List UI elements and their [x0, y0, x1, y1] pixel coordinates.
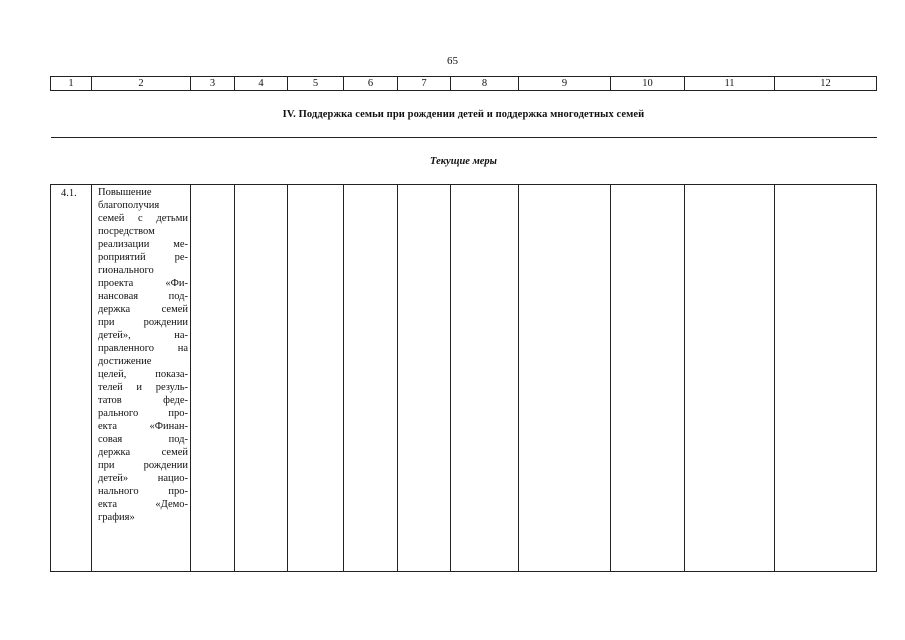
measure-line: достижение: [98, 356, 152, 367]
measure-line: детей», на-: [98, 330, 188, 341]
column-header: 7: [398, 77, 451, 91]
measure-line: держка семей: [98, 304, 188, 315]
row-number: 4.1.: [51, 185, 92, 572]
empty-cell: [288, 185, 344, 572]
measure-line: правленного на: [98, 343, 188, 354]
empty-cell: [519, 185, 611, 572]
column-header: 5: [288, 77, 344, 91]
empty-cell: [451, 185, 519, 572]
measure-line: благополучия: [98, 200, 160, 211]
column-header: 10: [611, 77, 685, 91]
measure-line: гионального: [98, 265, 154, 276]
measure-line: екта «Демо-: [98, 499, 188, 510]
column-number-row: [51, 77, 877, 91]
measure-line: держка семей: [98, 447, 188, 458]
measure-line: при рождении: [98, 317, 188, 328]
empty-cell: [344, 185, 398, 572]
empty-cell: [775, 185, 877, 572]
measure-line: роприятий ре-: [98, 252, 188, 263]
empty-cell: [685, 185, 775, 572]
page-number: 65: [447, 55, 458, 67]
measure-line: рального про-: [98, 408, 188, 419]
measure-line: посредством: [98, 226, 155, 237]
subsection-row: [51, 138, 877, 185]
measure-line: детей» нацио-: [98, 473, 188, 484]
empty-cell: [611, 185, 685, 572]
empty-cell: [235, 185, 288, 572]
section-title: IV. Поддержка семьи при рождении детей и поддержка многодетных семей: [51, 91, 877, 138]
column-header: 3: [191, 77, 235, 91]
column-header: 9: [519, 77, 611, 91]
section-row: [51, 91, 877, 138]
measure-line: екта «Финан-: [98, 421, 188, 432]
measure-line: совая под-: [98, 434, 188, 445]
empty-cell: [398, 185, 451, 572]
column-header: 4: [235, 77, 288, 91]
measure-line: целей, показа-: [98, 369, 188, 380]
measure-line: реализации ме-: [98, 239, 188, 250]
measure-line: Повышение: [98, 187, 152, 198]
empty-cell: [191, 185, 235, 572]
measure-line: телей и резуль-: [98, 382, 188, 393]
column-header: 12: [775, 77, 877, 91]
column-header: 6: [344, 77, 398, 91]
column-header: 2: [92, 77, 191, 91]
measure-line: при рождении: [98, 460, 188, 471]
measure-line: нального про-: [98, 486, 188, 497]
measure-line: татов феде-: [98, 395, 188, 406]
column-header: 8: [451, 77, 519, 91]
measure-line: графия»: [98, 512, 135, 523]
column-header: 1: [51, 77, 92, 91]
subsection-title: Текущие меры: [51, 138, 877, 185]
measure-line: нансовая под-: [98, 291, 188, 302]
measures-table: [50, 76, 877, 572]
table-row: [51, 185, 877, 572]
measure-description: [92, 185, 191, 572]
measure-line: проекта «Фи-: [98, 278, 188, 289]
measure-line: семей с детьми: [98, 213, 188, 224]
column-header: 11: [685, 77, 775, 91]
